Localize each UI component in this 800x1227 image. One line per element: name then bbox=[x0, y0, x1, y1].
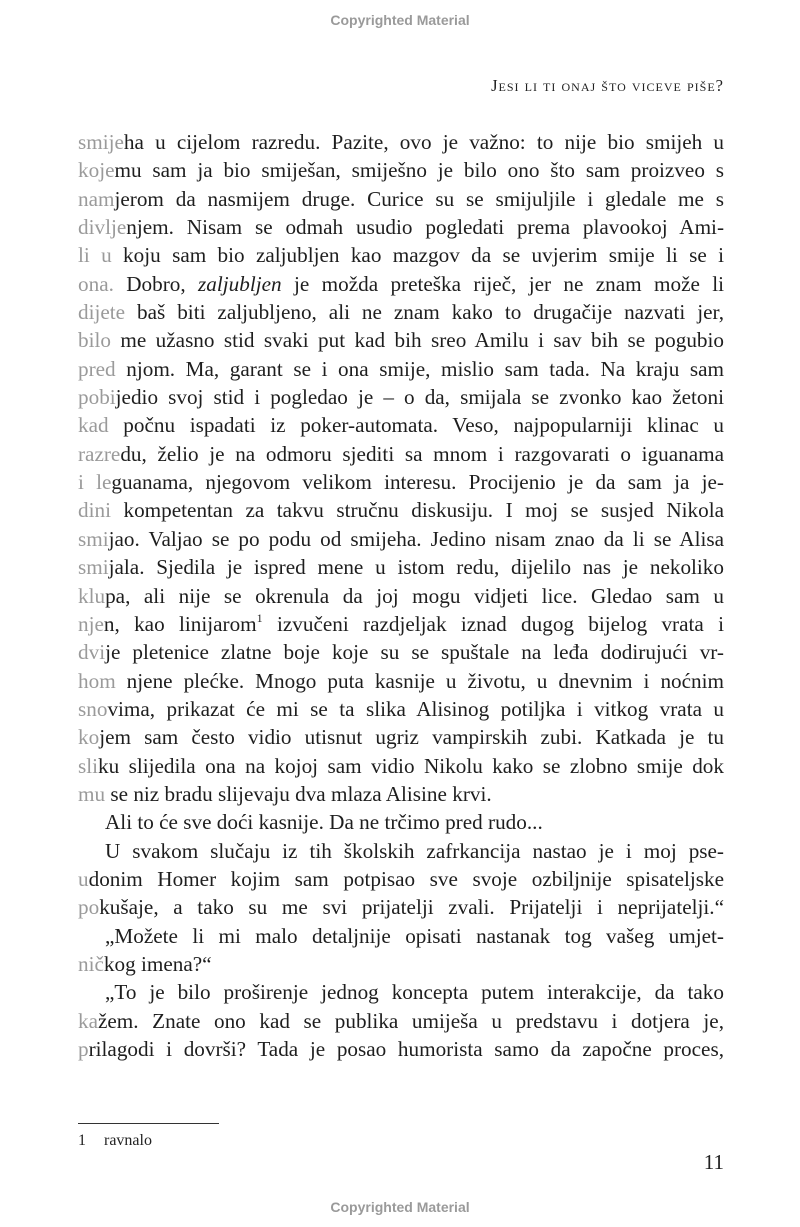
text-line: udonim Homer kojim sam potpisao sve svoje ozbiljnije spisateljske bbox=[78, 866, 724, 891]
text-line: kažem. Znate ono kad se publika umiješa u predstavu i dotjera je, bbox=[78, 1008, 724, 1033]
text-line: hom njene plećke. Mnogo puta kasnije u životu, u dnevnim i noćnim bbox=[78, 668, 724, 693]
text-line: li u koju sam bio zaljubljen kao mazgov da se uvjerim smije li se i bbox=[78, 243, 724, 268]
text-line: klupa, ali nije se okrenula da joj mogu vidjeti lice. Gledao sam u bbox=[78, 583, 724, 608]
text-line: smijala. Sjedila je ispred mene u istom redu, dijelilo nas je nekoliko bbox=[78, 555, 724, 580]
text-line: snovima, prikazat će mi se ta slika Alisinog potiljka i vitkog vrata u bbox=[78, 696, 724, 721]
footnote-number: 1 bbox=[78, 1132, 86, 1149]
text-line: pobijedio svoj stid i pogledao je – o da, smijala se zvonko kao žetoni bbox=[78, 385, 724, 410]
text-line: pred njom. Ma, garant se i ona smije, mislio sam tada. Na kraju sam bbox=[78, 356, 724, 381]
text-line: njen, kao linijarom$^1$ izvučeni razdjeljak iznad dugog bijelog vrata i bbox=[78, 610, 724, 636]
text-line: ona. Dobro, zaljubljen je možda preteška riječ, jer ne znam može li bbox=[78, 271, 725, 296]
text-line: kojemu sam ja bio smiješan, smiješno je bilo ono što sam proizveo s bbox=[78, 158, 724, 183]
text-line: mu se niz bradu slijevaju dva mlaza Alisine krvi. bbox=[78, 781, 492, 806]
text-line: razredu, želio je na odmoru sjediti sa mnom i razgovarati o iguanama bbox=[78, 441, 724, 466]
copyright-watermark-bottom: Copyrighted Material bbox=[330, 1199, 470, 1215]
page-number: 11 bbox=[703, 1150, 724, 1174]
text-line: ničkog imena?“ bbox=[78, 951, 212, 976]
copyright-watermark-top: Copyrighted Material bbox=[330, 12, 470, 28]
text-line: pokušaje, a tako su me svi prijatelji zvali. Prijatelji i neprijatelji.“ bbox=[78, 895, 724, 920]
text-line: smijao. Valjao se po podu od smijeha. Jedino nisam znao da li se Alisa bbox=[78, 526, 724, 551]
text-line: i leguanama, njegovom velikom interesu. Procijenio je da sam ja je- bbox=[78, 470, 724, 495]
text-line: „To je bilo proširenje jednog koncepta putem interakcije, da tako bbox=[105, 980, 724, 1005]
footnote-text: ravnalo bbox=[104, 1132, 152, 1149]
running-head: Jesi li ti onaj što viceve piše? bbox=[491, 76, 724, 95]
text-line: „Možete li mi malo detaljnije opisati nastanak tog vašeg umjet- bbox=[105, 923, 724, 948]
text-line: bilo me užasno stid svaki put kad bih sreo Amilu i sav bih se pogubio bbox=[78, 328, 724, 353]
text-line: kojem sam često vidio utisnut ugriz vampirskih zubi. Katkada je tu bbox=[78, 725, 724, 750]
text-line: smijeha u cijelom razredu. Pazite, ovo je važno: to nije bio smijeh u bbox=[78, 130, 724, 154]
footnote-divider bbox=[78, 1123, 219, 1124]
text-line: Ali to će sve doći kasnije. Da ne trčimo pred rudo... bbox=[105, 810, 543, 835]
body-text bbox=[78, 128, 724, 1063]
footnote-ref: 1 bbox=[256, 610, 263, 625]
text-line: prilagodi i dovrši? Tada je posao humorista samo da započne proces, bbox=[78, 1037, 724, 1061]
text-line: U svakom slučaju iz tih školskih zafrkancija nastao je i moj pse- bbox=[105, 838, 724, 863]
text-line: divljenjem. Nisam se odmah usudio pogledati prema plavookoj Ami- bbox=[78, 215, 724, 240]
footnote bbox=[78, 1132, 152, 1150]
text-line: dvije pletenice zlatne boje koje su se spuštale na leđa dodirujući vr- bbox=[78, 640, 724, 665]
text-line: dijete baš biti zaljubljeno, ali ne znam kako to drugačije nazvati jer, bbox=[78, 300, 724, 325]
text-line: sliku slijedila ona na kojoj sam vidio Nikolu kako se zlobno smije dok bbox=[78, 753, 724, 778]
text-line: kad počnu ispadati iz poker-automata. Veso, najpopularniji klinac u bbox=[78, 413, 724, 438]
text-line: dini kompetentan za takvu stručnu diskusiju. I moj se susjed Nikola bbox=[78, 498, 724, 523]
text-line: namjerom da nasmijem druge. Curice su se smijuljile i gledale me s bbox=[78, 186, 724, 211]
